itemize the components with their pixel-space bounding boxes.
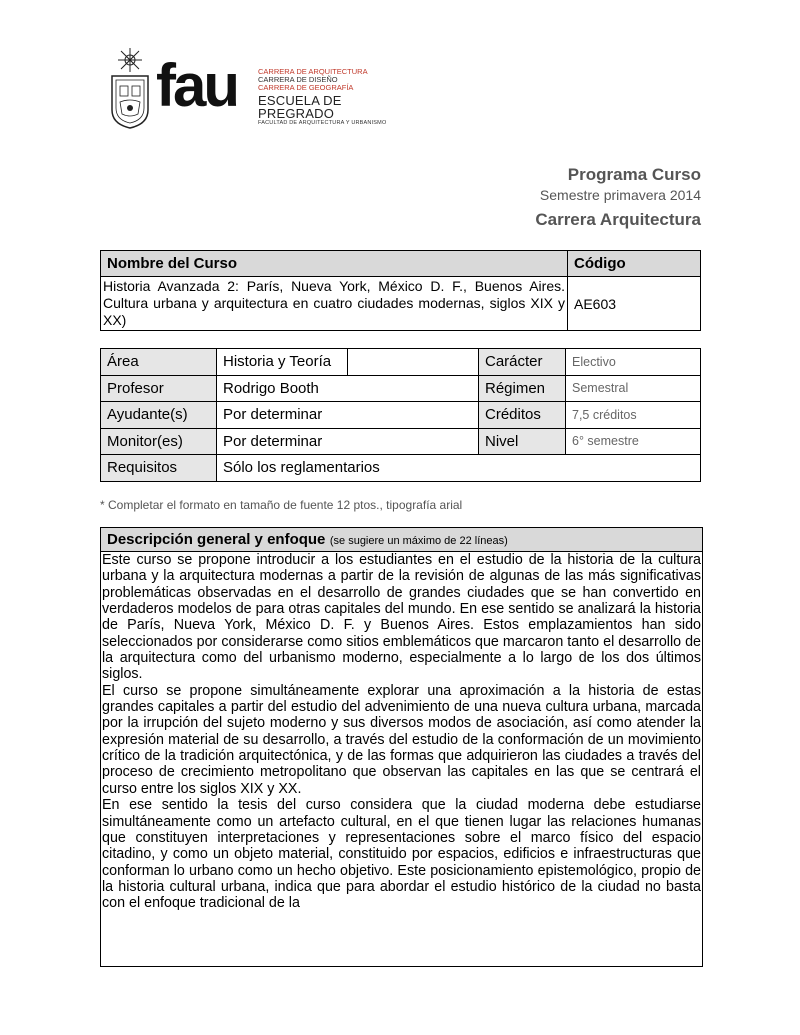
course-table	[100, 250, 701, 331]
program-semester: Semestre primavera 2014	[539, 187, 701, 203]
program-carrera: Carrera Arquitectura	[535, 210, 701, 229]
description-paragraph: En ese sentido la tesis del curso considera que la ciudad moderna debe estudiarse simultáneamente como un artefacto cultural, en el que tienen lugar las relaciones humanas que constituyen interpretaciones y representaciones sobre el marco físico del espacio citadino, y como un objeto material, constituido por espacios, edificios e infraestructuras que conforman lo urbano como un hecho objetivo. Este posicionamiento epistemológico, propio de la historia cultural urbana, indica que para abordar el estudio histórico de la ciudad no basta con el enfoque tradicional de la	[102, 797, 701, 912]
course-code-header: Código	[568, 251, 701, 277]
facultad-label: FACULTAD DE ARQUITECTURA Y URBANISMO	[258, 119, 387, 126]
format-note: * Completar el formato en tamaño de fuente 12 ptos., tipografía arial	[100, 498, 463, 512]
nivel-value: 6° semestre	[566, 428, 701, 455]
regimen-label: Régimen	[479, 375, 566, 402]
course-name: Historia Avanzada 2: París, Nueva York, México D. F., Buenos Aires. Cultura urbana y arquitectura en cuatro ciudades modernas, siglos XIX y XX)	[101, 277, 568, 331]
info-row	[101, 349, 701, 376]
program-title: Programa Curso	[567, 165, 701, 184]
ayudante-value: Por determinar	[217, 402, 479, 429]
info-row	[101, 455, 701, 482]
description-body	[101, 552, 702, 912]
carrera-arquitectura: CARRERA DE ARQUITECTURA	[258, 67, 368, 76]
caracter-value: Electivo	[566, 349, 701, 376]
escuela-label: ESCUELA DE PREGRADO	[258, 92, 342, 122]
logo-wordmark: fau	[156, 52, 237, 119]
description-box	[100, 527, 703, 967]
profesor-value: Rodrigo Booth	[217, 375, 479, 402]
ayudante-label: Ayudante(s)	[101, 402, 217, 429]
regimen-value: Semestral	[566, 375, 701, 402]
nivel-label: Nivel	[479, 428, 566, 455]
creditos-value: 7,5 créditos	[566, 402, 701, 429]
description-title: Descripción general y enfoque	[107, 531, 326, 548]
requisitos-value: Sólo los reglamentarios	[217, 455, 701, 482]
info-row	[101, 428, 701, 455]
carrera-diseno: CARRERA DE DISEÑO	[258, 74, 338, 84]
monitor-value: Por determinar	[217, 428, 479, 455]
description-paragraph: Este curso se propone introducir a los estudiantes en el estudio de la historia de la cultura urbana y la arquitectura modernas a partir de la revisión de algunas de las más significativas problemáticas observadas en el desarrollo de grandes ciudades que se han convertido en verdaderos modelos de para otras capitales del mundo. En ese sentido se analizará la historia de París, Nueva York, México D. F. y Buenos Aires. Estos emplazamientos han sido seleccionados por considerarse como sitios emblemáticos que marcaron tanto el desarrollo de la arquitectura como del urbanismo moderno, especialmente a lo largo de los dos últimos siglos.	[102, 552, 701, 683]
area-value: Historia y Teoría	[217, 349, 348, 376]
creditos-label: Créditos	[479, 402, 566, 429]
carrera-geografia: CARRERA DE GEOGRAFÍA	[258, 82, 354, 92]
profesor-label: Profesor	[101, 375, 217, 402]
monitor-label: Monitor(es)	[101, 428, 217, 455]
course-info-table	[100, 348, 701, 482]
description-subtitle: (se sugiere un máximo de 22 líneas)	[329, 535, 508, 547]
info-row	[101, 402, 701, 429]
description-header	[101, 528, 702, 552]
faculty-logo	[108, 48, 398, 130]
course-name-header: Nombre del Curso	[101, 251, 568, 277]
empty-cell	[348, 349, 479, 376]
description-paragraph: El curso se propone simultáneamente explorar una aproximación a la historia de estas grandes capitales a partir del estudio del advenimiento de una nueva cultura urbana, marcada por la irrupción del sujeto moderno y sus diversos modos de asociación, así como atender la expresión material de su desarrollo, a través del estudio de la conformación de un movimiento crítico de la tradición arquitectónica, y de las formas que adquirieron las ciudades a través del proceso de crecimiento metropolitano que observan las capitales en las que se centrará el curso entre los siglos XIX y XX.	[102, 682, 701, 797]
area-label: Área	[101, 349, 217, 376]
requisitos-label: Requisitos	[101, 455, 217, 482]
university-seal-icon	[108, 48, 152, 130]
course-code: AE603	[568, 277, 701, 331]
info-row	[101, 375, 701, 402]
caracter-label: Carácter	[479, 349, 566, 376]
